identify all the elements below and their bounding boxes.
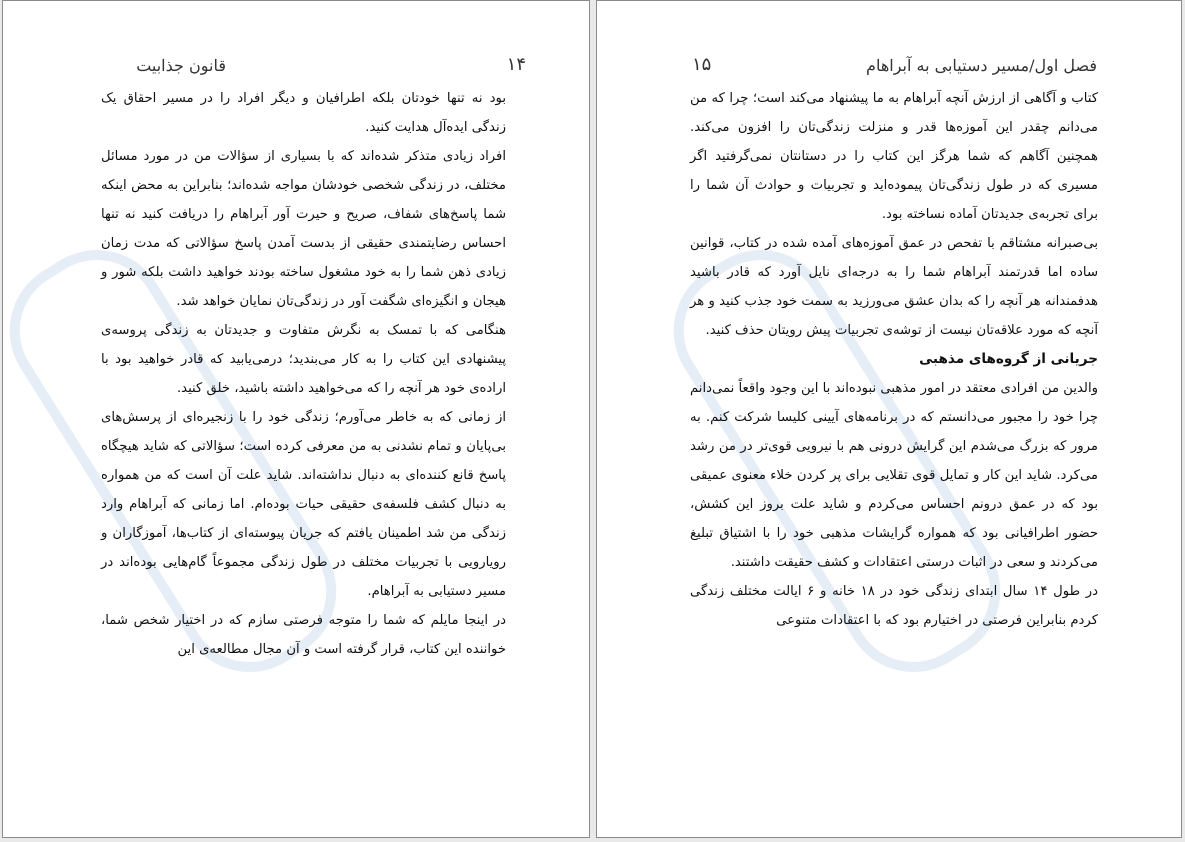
- page-header: [692, 56, 1097, 86]
- paragraph: هنگامی که با تمسک به نگرش متفاوت و جدیدتان به زندگی پروسه‌ی پیشنهادی این کتاب را به کار می‌بندید؛ درمی‌یابید که قادر خواهید بود با اراده‌ی خود هر آنچه را که می‌خواهید داشته باشید، خلق کنید.: [101, 323, 506, 396]
- paragraph: کتاب و آگاهی از ارزش آنچه آبراهام به ما پیشنهاد می‌کند است؛ چرا که من می‌دانم چقدر این آموزه‌ها قدر و منزلت زندگی‌تان را افزون می‌کند. همچنین آگاهم که شما هرگز این کتاب را در دستانتان نمی‌گرفتید اگر مسیری که در طول زندگی‌تان پیموده‌اید و تجربیات و حوادث آن شما را برای تجربه‌ی جدیدتان آماده نساخته بود.: [690, 91, 1098, 222]
- page-number: ۱۴: [506, 54, 526, 75]
- page-number: ۱۵: [692, 54, 712, 75]
- section-heading: جریانی از گروه‌های مذهبی: [919, 351, 1098, 367]
- paragraph: در اینجا مایلم که شما را متوجه فرصتی سازم که در اختیار شخص شما، خواننده این کتاب، قرار گرفته است و آن مجال مطالعه‌ی این: [101, 613, 506, 657]
- left-page: [2, 0, 590, 838]
- paragraph: والدین من افرادی معتقد در امور مذهبی نبوده‌اند با این وجود واقعاً نمی‌دانم چرا خود را مجبور می‌دانستم که در برنامه‌های آیینی کلیسا شرکت کنم. به مرور که بزرگ می‌شدم این گرایش درونی هم با نیرویی قوی‌تر در من رشد می‌کرد. شاید این کار و تمایل قوی تقلایی برای پر کردن خلاء معنوی عمیقی بود که در عمق درونم احساس می‌کردم و شاید علت بروز این کشش، حضور اطرافیانی بود که همواره گرایشات مذهبی خود را با اشتیاق تبلیغ می‌کردند و سعی در اثبات درستی اعتقادات و کشف حقیقت داشتند.: [690, 381, 1098, 570]
- running-head: فصل اول/مسیر دستیابی به آبراهام: [866, 56, 1097, 75]
- right-page: [596, 0, 1182, 838]
- page-header: [98, 56, 526, 86]
- page-body: [101, 84, 506, 664]
- paragraph: افراد زیادی متذکر شده‌اند که با بسیاری از سؤالات من در مورد مسائل مختلف، در زندگی شخصی خودشان مواجه شده‌اند؛ بنابراین به محض اینکه شما پاسخ‌های شفاف، صریح و حیرت آور آبراهام را دریافت کنید نه تنها احساس رضایتمندی حقیقی از بدست آمدن پاسخ سؤالاتی که مدت زمان زیادی ذهن شما را به خود مشغول ساخته بودند خواهید داشت بلکه شور و هیجان و انگیزه‌ای شگفت آور در زندگی‌تان نمایان خواهد شد.: [101, 149, 506, 309]
- paragraph: بود نه تنها خودتان بلکه اطرافیان و دیگر افراد را در مسیر احقاق یک زندگی ایده‌آل هدایت کنید.: [101, 91, 506, 135]
- page-body: [690, 84, 1098, 635]
- paragraph: بی‌صبرانه مشتاقم با تفحص در عمق آموزه‌های آمده شده در کتاب، قوانین ساده اما قدرتمند آبراهام شما را به درجه‌ای نایل آورد که قادر باشید هدفمندانه هر آنچه را که بدان عشق می‌ورزید به سمت خود جذب کنید و هر آنچه که مورد علاقه‌تان نیست از توشه‌ی تجربیات پیش رویتان حذف کنید.: [690, 236, 1098, 338]
- paragraph: در طول ۱۴ سال ابتدای زندگی خود در ۱۸ خانه و ۶ ایالت مختلف زندگی کردم بنابراین فرصتی در اختیارم بود که با اعتقادات متنوعی: [690, 584, 1099, 628]
- running-head: قانون جذابیت: [136, 56, 226, 75]
- paragraph: از زمانی که به خاطر می‌آورم؛ زندگی خود را با زنجیره‌ای از پرسش‌های بی‌پایان و تمام نشدنی به من معرفی کرده است؛ سؤالاتی که شاید هیچگاه پاسخ قانع کننده‌ای به دنبال نداشته‌اند. شاید علت آن است که من همواره به دنبال کشف فلسفه‌ی حقیقی حیات بوده‌ام. اما زمانی که آبراهام وارد زندگی من شد اطمینان یافتم که جریان پیوسته‌ای از کتاب‌ها، آموزگاران و رویارویی با تجربیات مختلف در طول زندگی مجموعاً گام‌هایی بوده‌اند در مسیر دستیابی به آبراهام.: [101, 410, 506, 599]
